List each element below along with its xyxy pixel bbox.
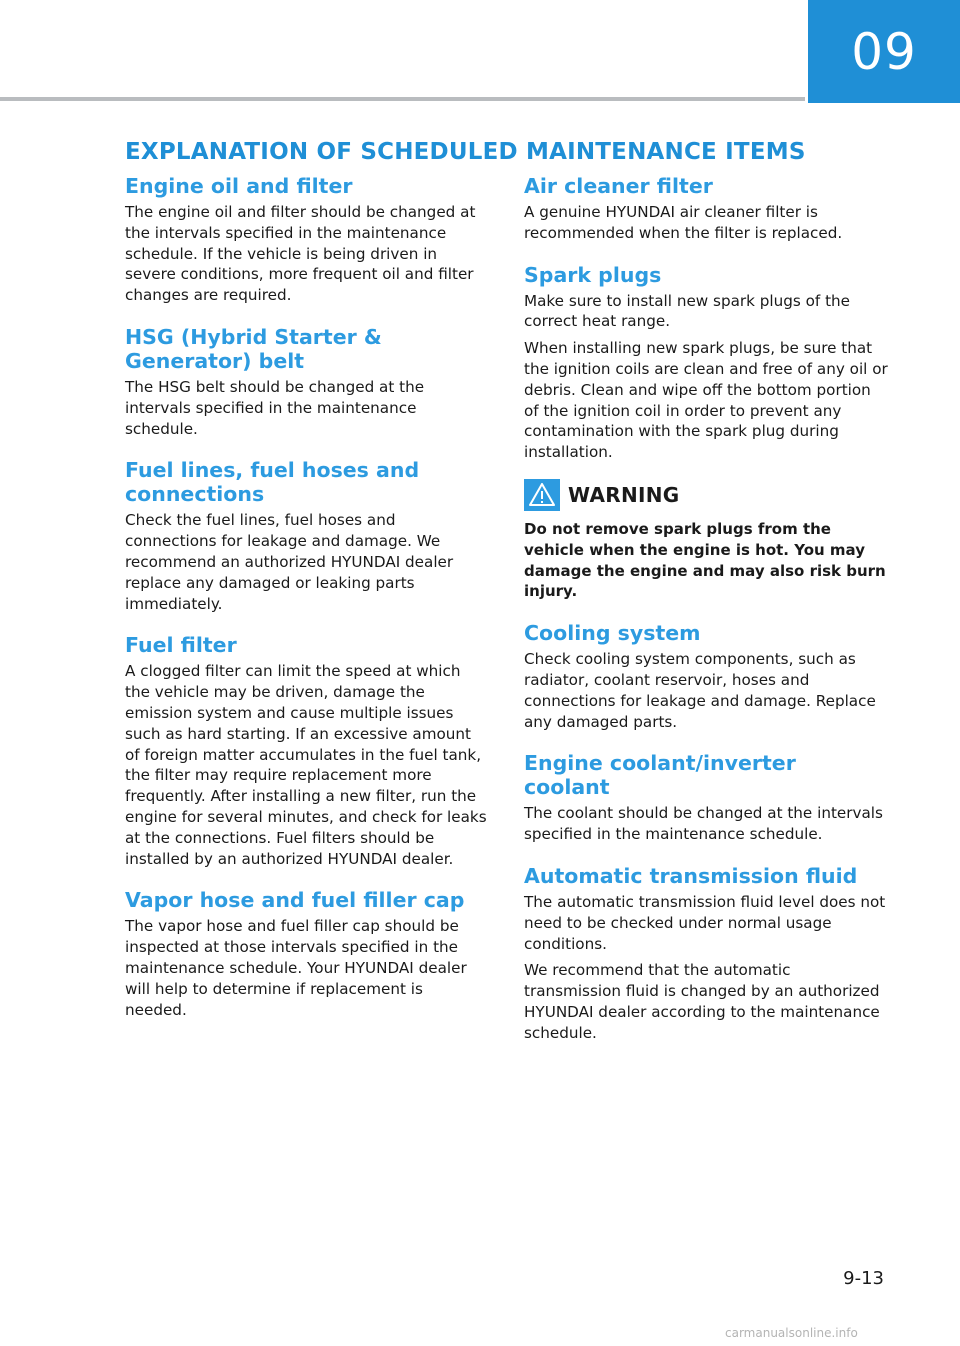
section-air-cleaner	[524, 174, 888, 244]
warning-text: Do not remove spark plugs from the vehicle when the engine is hot. You may damage the engine and may also risk burn injury.	[524, 519, 886, 601]
page-heading: EXPLANATION OF SCHEDULED MAINTENANCE ITEMS	[125, 139, 806, 165]
section-text: The coolant should be changed at the intervals specified in the maintenance schedule.	[524, 804, 883, 844]
warning-title: WARNING	[568, 482, 680, 507]
header-rule	[0, 97, 805, 101]
section-fuel-lines	[125, 458, 489, 614]
section-text: Check the fuel lines, fuel hoses and connections for leakage and damage. We recommend an authorized HYUNDAI dealer replace any damaged or leaking parts immediately.	[125, 511, 454, 613]
section-hsg-belt	[125, 325, 489, 439]
section-title: Engine coolant/inverter coolant	[524, 751, 796, 800]
warning-header	[524, 479, 888, 511]
section-text: The HSG belt should be changed at the intervals specified in the maintenance schedule.	[125, 377, 425, 438]
section-text: When installing new spark plugs, be sure that the ignition coils are clean and free of any oil or debris. Clean and wipe off the bottom portion of the ignition coil in order to prevent any contamination with the spark plug during installation.	[524, 339, 888, 462]
section-text: The automatic transmission fluid level does not need to be checked under normal usage conditions.	[524, 892, 886, 953]
section-text: The engine oil and filter should be changed at the intervals specified in the maintenance schedule. If the vehicle is being driven in severe conditions, more frequent oil and filter changes are required.	[125, 203, 476, 305]
warning-triangle-icon	[524, 479, 560, 511]
section-title: HSG (Hybrid Starter & Generator) belt	[125, 324, 382, 373]
section-title: Engine oil and filter	[125, 174, 353, 198]
right-column	[524, 174, 888, 1063]
section-title: Fuel lines, fuel hoses and connections	[125, 458, 420, 507]
chapter-tab: 09	[808, 0, 960, 103]
section-title: Automatic transmission fluid	[524, 863, 858, 888]
section-cooling-system	[524, 621, 888, 732]
section-text: Check cooling system components, such as radiator, coolant reservoir, hoses and connections for leakage and damage. Replace any damaged parts.	[524, 650, 876, 731]
page-number: 9-13	[843, 1268, 884, 1289]
section-title: Spark plugs	[524, 262, 662, 287]
section-text: A genuine HYUNDAI air cleaner filter is recommended when the filter is replaced.	[524, 203, 843, 242]
section-title: Cooling system	[524, 621, 701, 646]
section-transmission-fluid	[524, 864, 888, 1044]
section-coolant	[524, 751, 888, 845]
left-column	[125, 174, 489, 1039]
section-fuel-filter	[125, 633, 489, 869]
watermark-text: carmanualsonline.info	[725, 1326, 858, 1340]
section-engine-oil	[125, 174, 489, 306]
section-spark-plugs	[524, 263, 888, 463]
section-text: We recommend that the automatic transmission fluid is changed by an authorized HYUNDAI dealer according to the maintenance schedule.	[524, 961, 880, 1042]
section-text: Make sure to install new spark plugs of the correct heat range.	[524, 291, 851, 331]
section-text: A clogged filter can limit the speed at which the vehicle may be driven, damage the emission system and cause multiple issues such as hard starting. If an excessive amount of foreign matter accumulates in the fuel tank, the filter may require replacement more frequently. After installing a new filter, run the engine for several minutes, and check for leaks at the connections. Fuel filters should be installed by an authorized HYUNDAI dealer.	[125, 662, 487, 868]
section-vapor-hose	[125, 888, 489, 1020]
section-title: Fuel filter	[125, 633, 237, 658]
section-text: The vapor hose and fuel filler cap should be inspected at those intervals specified in the maintenance schedule. Your HYUNDAI dealer will help to determine if replacement is needed.	[125, 917, 467, 1019]
section-title: Air cleaner filter	[524, 174, 713, 198]
section-title: Vapor hose and fuel filler cap	[125, 888, 465, 913]
